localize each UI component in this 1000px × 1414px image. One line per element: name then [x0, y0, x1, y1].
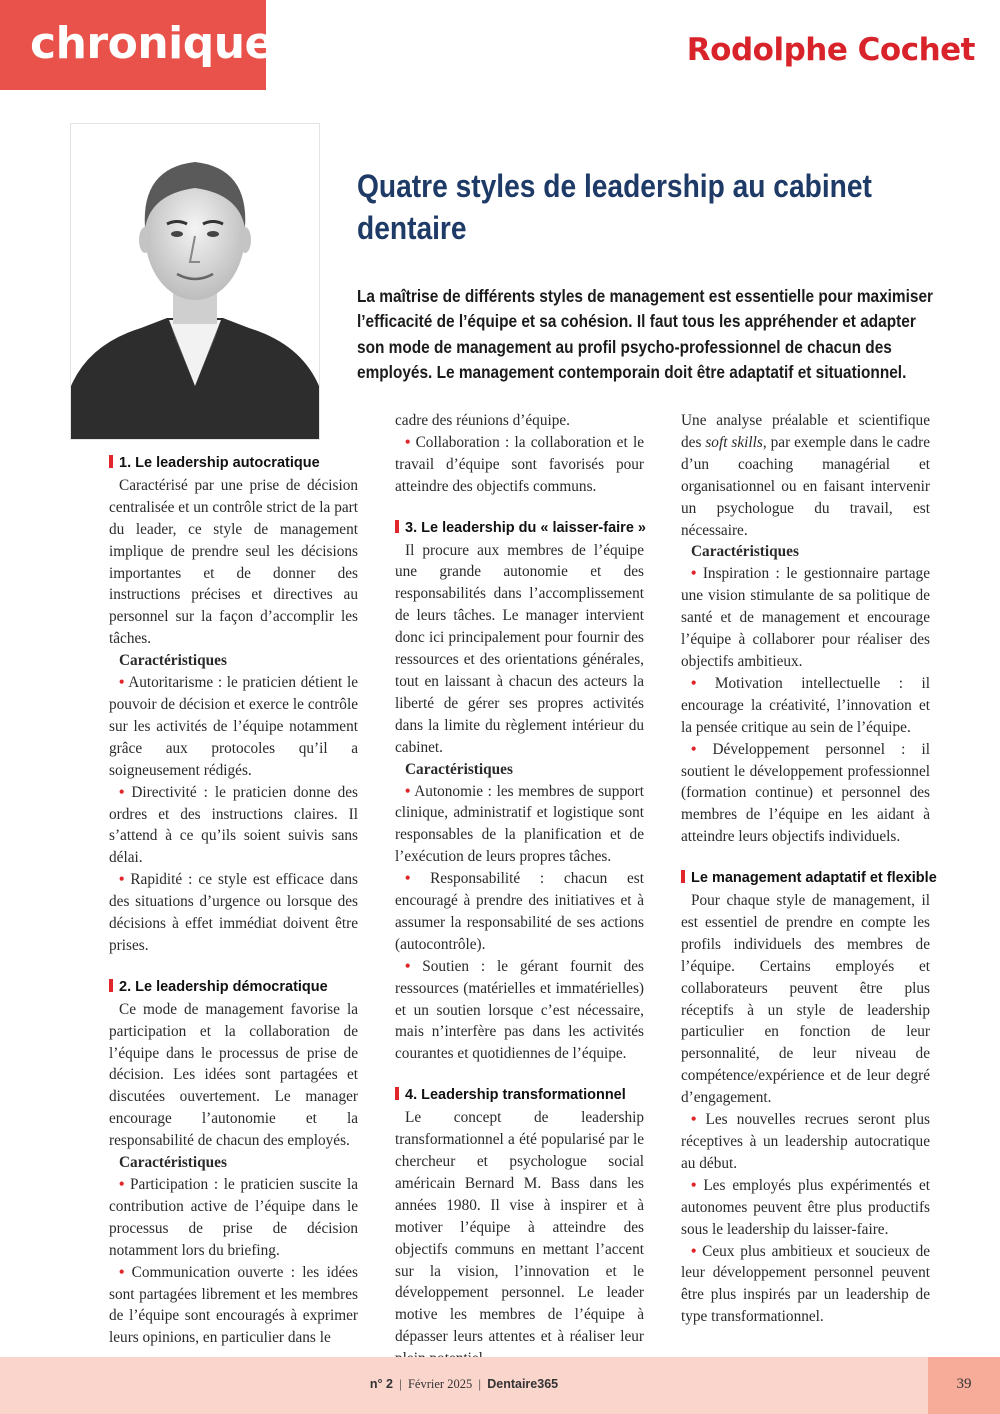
column-2: [395, 410, 644, 1370]
page-footer: [0, 1357, 1000, 1414]
characteristics-heading: Caractéristiques: [405, 760, 513, 778]
bullet-icon: •: [405, 782, 411, 800]
bullet-item: • Participation : le praticien suscite la contribution active de l’équipe dans le processus de prise de décision notamment lors du briefing.: [109, 1176, 358, 1259]
bullet-icon: •: [119, 783, 125, 801]
body-paragraph: Caractérisé par une prise de décision centralisée et un contrôle strict de la part du leader, ce style de management implique de prendre seul les décisions importantes et de donner des instructions précises et directives au personnel sur la façon d’accomplir les tâches.: [109, 476, 358, 648]
characteristics-heading: Caractéristiques: [119, 652, 227, 670]
body-paragraph: Pour chaque style de management, il est essentiel de prendre en compte les profils individuels des membres de l’équipe. Certains employés et collaborateurs peuvent être plus réceptifs à un style de leadership particulier en fonction de leur personnalité, de leur niveau de compétence/expérience et de leur degré d’engagement.: [681, 892, 930, 1107]
characteristics-heading: Caractéristiques: [119, 1154, 227, 1172]
issue-number: n° 2: [369, 1377, 393, 1391]
section-heading: 2. Le leadership démocratique: [109, 977, 358, 999]
bullet-item: • Collaboration : la collaboration et le travail d’équipe sont favorisés pour atteindre des objectifs communs.: [395, 433, 645, 495]
bullet-icon: •: [405, 433, 411, 451]
issue-info: [0, 1377, 928, 1392]
bullet-item: • Inspiration : le gestionnaire partage une vision stimulante de sa politique de santé et de management et encourage l’équipe à collaborer pour réaliser des objectifs ambitieux.: [681, 565, 930, 670]
bullet-icon: •: [691, 565, 697, 583]
bullet-icon: •: [119, 674, 125, 692]
bullet-icon: •: [691, 1111, 697, 1129]
section-heading: 1. Le leadership autocratique: [109, 453, 358, 475]
body-paragraph: Une analyse préalable et scientifique des soft skills, par exemple dans le cadre d’un coaching managérial et organisationnel ou en faisant intervenir un psychologue du travail, est nécessaire.: [681, 412, 931, 539]
footer-separator: |: [399, 1377, 402, 1391]
author-name: Rodolphe Cochet: [686, 32, 975, 68]
article-lead: La maîtrise de différents styles de management est essentielle pour maximiser l’efficacité de l’équipe et sa cohésion. Il faut tous les appréhender et adapter son mode de management au profil psycho-professionnel de chacun des employés. Le management contemporain doit être adaptatif et situationnel.: [357, 286, 934, 383]
bullet-item: • Communication ouverte : les idées sont partagées librement et les membres de l’équipe sont encouragés à exprimer leurs opinions, en particulier dans le: [109, 1263, 358, 1347]
page-number-box: [928, 1357, 1000, 1414]
section-heading: 3. Le leadership du « laisser-faire »: [395, 518, 644, 540]
bullet-icon: •: [691, 674, 697, 692]
bullet-icon: •: [405, 870, 411, 888]
column-3: [681, 410, 937, 1328]
bullet-item: • Autonomie : les membres de support clinique, administratif et logistique sont responsables de la planification et de l’exécution de leurs propres tâches.: [395, 782, 644, 866]
characteristics-heading: Caractéristiques: [691, 543, 799, 561]
author-portrait-illustration: [71, 124, 319, 439]
bullet-icon: •: [119, 1176, 125, 1193]
section-heading: 4. Leadership transformationnel: [395, 1085, 644, 1107]
magazine-name: Dentaire365: [487, 1377, 559, 1391]
bullet-item: • Les employés plus expérimentés et autonomes peuvent être plus productifs sous le leadership du laisser-faire.: [681, 1176, 930, 1238]
bullet-item: • Directivité : le praticien donne des ordres et des instructions claires. Il s’attend à ce qu’ils soient suivis sans délai.: [109, 783, 358, 867]
bullet-item: • Développement personnel : il soutient le développement professionnel (formation continue) et personnel des membres de l’équipe en les aidant à atteindre leurs objectifs individuels.: [681, 740, 930, 846]
bullet-item: • Motivation intellectuelle : il encourage la créativité, l’innovation et la pensée critique au sein de l’équipe.: [681, 674, 931, 736]
body-paragraph: cadre des réunions d’équipe.: [395, 412, 570, 429]
column-1: [109, 453, 358, 1349]
bullet-icon: •: [691, 1176, 697, 1194]
section-label: chronique: [30, 18, 274, 69]
author-photo: [70, 123, 320, 440]
bullet-icon: •: [405, 957, 411, 975]
bullet-item: • Responsabilité : chacun est encouragé à prendre des initiatives et à assumer la responsabilité de ses actions (autocontrôle).: [395, 870, 644, 953]
bullet-icon: •: [691, 740, 697, 758]
footer-separator: |: [478, 1377, 481, 1391]
bullet-item: • Rapidité : ce style est efficace dans des situations d’urgence ou lorsque des décisions à effet immédiat doivent être prises.: [109, 871, 358, 954]
bullet-icon: •: [691, 1242, 697, 1260]
bullet-item: • Autoritarisme : le praticien détient le pouvoir de décision et exerce le contrôle sur les activités de l’équipe notamment grâce aux protocoles qu’il a soigneusement rédigés.: [109, 674, 358, 779]
article-title: Quatre styles de leadership au cabinet dentaire: [357, 168, 872, 246]
bullet-item: • Soutien : le gérant fournit des ressources (matérielles et immatérielles) et un soutien lorsque c’est nécessaire, mais n’interfère pas dans les activités courantes et quotidiennes de l’équipe.: [395, 957, 645, 1063]
body-paragraph: Il procure aux membres de l’équipe une grande autonomie et des responsabilités dans l’accomplissement de leurs tâches. Le manager intervient donc ici principalement pour fournir des ressources et des orientations générales, tout en laissant à chacun des acteurs la liberté de gérer ses propres activités dans la limite du règlement intérieur du cabinet.: [395, 541, 644, 756]
page-number: 39: [956, 1376, 972, 1392]
bullet-icon: •: [119, 1263, 125, 1281]
section-heading: Le management adaptatif et flexible: [681, 868, 930, 890]
issue-date: Février 2025: [407, 1377, 473, 1391]
body-paragraph: Le concept de leadership transformationnel a été popularisé par le chercheur et psychologue social américain Bernard M. Bass dans les années 1980. Il vise à inspirer et à motiver l’équipe à atteindre des objectifs communs en mettant l’accent sur la vision, l’innovation et le développement personnel. Le leader motive les membres de l’équipe à dépasser leurs attentes et à réaliser leur: [395, 1109, 644, 1346]
body-paragraph: Ce mode de management favorise la participation et la collaboration de l’équipe dans le processus de prise de décision. Les idées sont partagées et discutées ouvertement. Le manager encourage l’autonomie et la responsabilité de chacun des employés.: [109, 1000, 358, 1150]
bullet-icon: •: [119, 871, 125, 889]
bullet-item: • Les nouvelles recrues seront plus réceptives à un leadership autocratique au début.: [681, 1111, 930, 1172]
bullet-item: • Ceux plus ambitieux et soucieux de leur développement personnel peuvent être plus inspirés par un leadership de type transformationnel.: [681, 1242, 931, 1326]
section-tab: [0, 0, 274, 90]
